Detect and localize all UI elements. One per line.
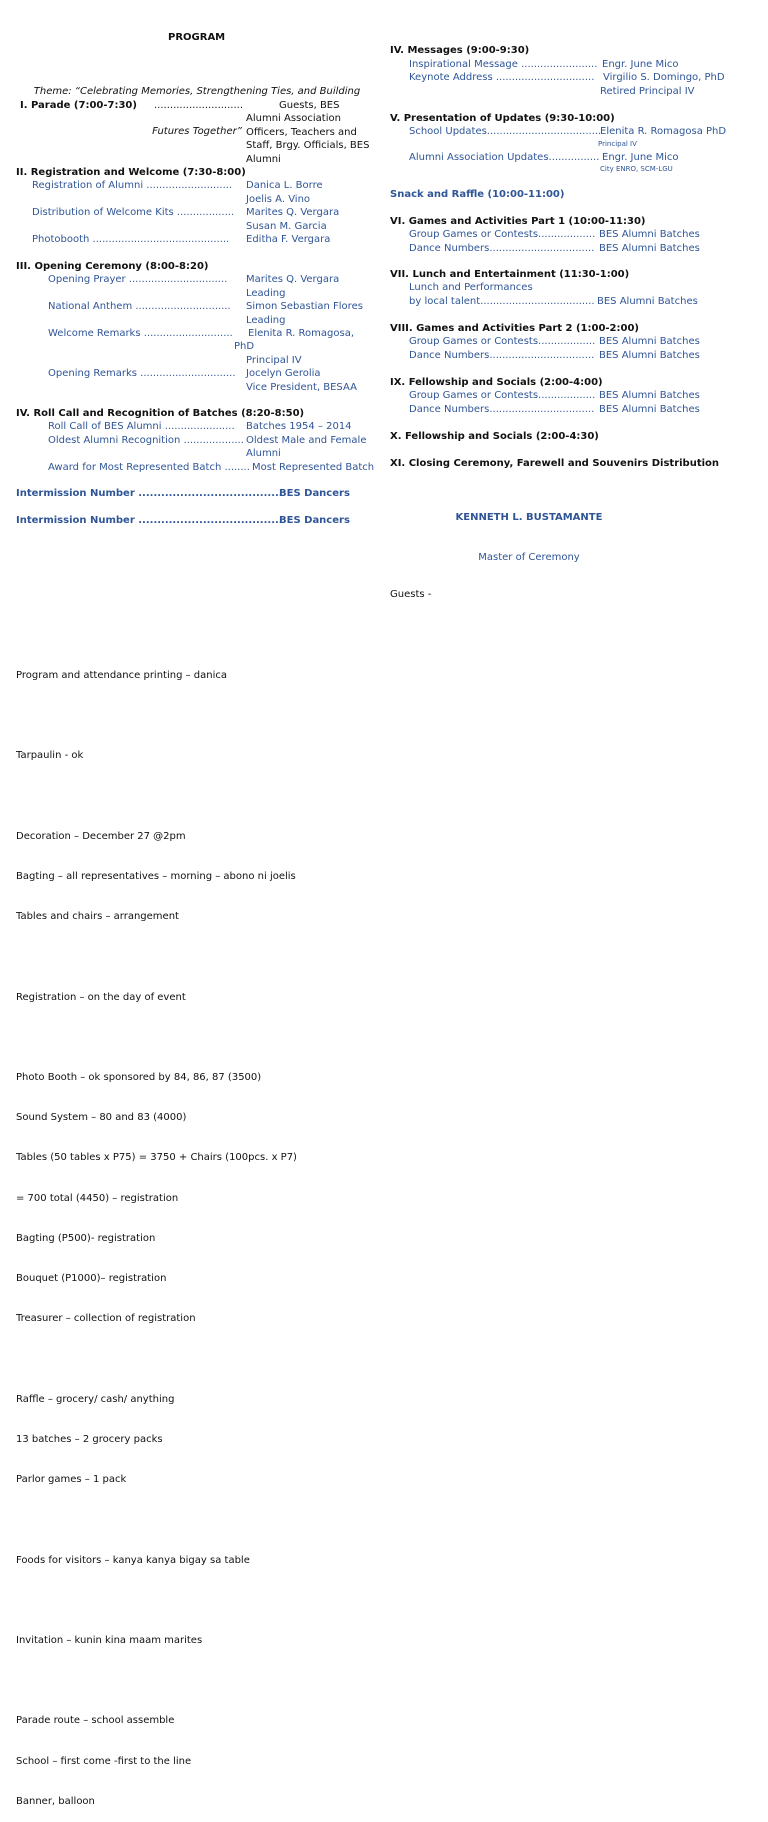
note-line [16,1352,297,1365]
note-line: Bagting (P500)- registration [16,1232,156,1244]
note-line: Tables and chairs – arrangement [16,911,179,923]
program-item-label: Group Games or Contests.................. [409,336,596,348]
program-item-value: BES Alumni Batches [599,349,700,361]
program-item-label: Award for Most Represented Batch ........ [48,461,250,473]
section-registration-heading: II. Registration and Welcome (7:30-8:00) [16,167,246,178]
program-item-subtitle: City ENRO, SCM-LGU [600,165,673,173]
program-item-value: Elenita R. Romagosa PhD [600,126,727,138]
section-fellowship2-heading: X. Fellowship and Socials (2:00-4:30) [390,431,599,442]
program-item-value: Batches 1954 – 2014 [246,421,352,433]
parade-value: Alumni Association [246,113,341,125]
note-line: Treasurer – collection of registration [16,1313,196,1325]
program-item-value: Jocelyn Gerolia [246,368,321,380]
program-item-label: Photobooth ........................................... [32,234,230,245]
program-item-label: by local talent.................................... [409,295,595,307]
note-line: Decoration – December 27 @2pm [16,830,186,842]
note-line: = 700 total (4450) – registration [16,1192,179,1204]
section-games1-heading: VI. Games and Activities Part 1 (10:00-11:30) [390,216,646,227]
section-messages-heading: IV. Messages (9:00-9:30) [390,45,530,56]
program-item-label: Alumni Association Updates................ [409,152,600,163]
mc-name: KENNETH L. BUSTAMANTE [455,511,603,523]
program-item-label: School Updates.................................... [409,126,602,138]
section-updates-heading: V. Presentation of Updates (9:30-10:00) [390,113,615,124]
program-item-label: Opening Remarks .............................. [48,368,236,380]
note-line: Tables (50 tables x P75) = 3750 + Chairs (100pcs. x P7) [16,1152,297,1164]
program-item-label: Dance Numbers................................. [409,242,595,254]
program-item-label: Lunch and Performances [409,282,533,294]
program-item-label: Registration of Alumni ........................... [32,180,233,192]
program-title: PROGRAM [168,32,226,43]
program-item-subtitle: Principal IV [598,140,637,148]
program-item-value: BES Alumni Batches [599,403,700,415]
note-line [16,789,297,802]
program-item-label: Inspirational Message ........................ [409,59,598,70]
guests-label: Guests - [390,589,432,600]
program-item-value: Engr. June Mico [602,152,679,163]
section-parade-heading: I. Parade (7:00-7:30) [20,100,137,111]
program-item-value: Most Represented Batch [252,461,375,473]
program-item-value: Engr. June Mico [602,59,679,70]
program-item-label: Keynote Address ............................... [409,72,595,84]
note-line: Tarpaulin - ok [16,750,84,762]
section-fellowship-heading: IX. Fellowship and Socials (2:00-4:00) [390,377,603,388]
leader-dots: ............................ [154,100,244,111]
intermission-value: BES Dancers [279,515,350,526]
parade-value: Staff, Brgy. Officials, BES [246,140,370,152]
intermission-value: BES Dancers [279,488,350,499]
note-line: Registration – on the day of event [16,991,186,1003]
program-item-value: Oldest Male and Female [246,434,367,446]
parade-value: Alumni [246,153,281,165]
note-line: Raffle – grocery/ cash/ anything [16,1393,175,1405]
program-item-value: BES Alumni Batches [599,242,700,254]
program-item-value: Danica L. Borre [246,180,323,192]
program-item-value: BES Alumni Batches [599,229,700,241]
section-games2-heading: VIII. Games and Activities Part 2 (1:00-2:00) [390,323,640,334]
section-closing-heading: XI. Closing Ceremony, Farewell and Souvenirs Distribution [390,458,720,469]
program-item-value: Vice President, BESAA [246,381,357,393]
note-line: Parade route – school assemble [16,1715,175,1727]
master-of-ceremony [390,484,668,578]
program-item-label: Dance Numbers................................. [409,403,595,415]
theme-line-1: Theme: “Celebrating Memories, Strengthening Ties, and Building [33,85,361,97]
program-item-label: Oldest Alumni Recognition ................... [48,434,244,446]
program-item-value: PhD [234,341,255,353]
program-item-value: BES Alumni Batches [599,336,700,348]
program-item-value: Alumni [246,448,281,460]
note-line [16,709,297,722]
note-line [16,1594,297,1607]
note-line [16,1513,297,1526]
section-opening-heading: III. Opening Ceremony (8:00-8:20) [16,261,209,272]
note-line: Sound System – 80 and 83 (4000) [16,1112,187,1124]
note-line: Photo Booth – ok sponsored by 84, 86, 87 (3500) [16,1071,262,1083]
note-line: 13 batches – 2 grocery packs [16,1433,163,1445]
note-line: Parlor games – 1 pack [16,1474,127,1486]
program-item-value: Simon Sebastian Flores [246,301,363,313]
program-item-value: Susan M. Garcia [246,220,327,232]
program-item-value: Editha F. Vergara [246,234,331,245]
program-item-value: Virgilio S. Domingo, PhD [603,72,725,84]
program-item-label: Dance Numbers................................. [409,349,595,361]
note-line [16,950,297,963]
program-item-value: Leading [246,314,286,326]
snack-raffle-heading: Snack and Raffle (10:00-11:00) [390,189,565,200]
program-item-label: Group Games or Contests.................. [409,229,596,241]
note-line: Foods for visitors – kanya kanya bigay sa table [16,1554,250,1566]
parade-value: Officers, Teachers and [246,126,357,138]
program-item-value: Marites Q. Vergara [246,207,340,219]
intermission-label: Intermission Number ...................................... [16,488,283,499]
note-line: Bagting – all representatives – morning – abono ni joelis [16,870,296,882]
program-item-label: Distribution of Welcome Kits .................. [32,207,235,219]
intermission-label: Intermission Number ...................................... [16,515,283,526]
parade-value: Guests, BES [279,100,340,111]
program-item-label: Group Games or Contests.................. [409,390,596,402]
program-item-label: Welcome Remarks ............................ [48,328,233,339]
note-line [16,1031,297,1044]
program-item-label: National Anthem .............................. [48,301,231,313]
program-item-value: Joelis A. Vino [246,193,311,205]
section-rollcall-heading: IV. Roll Call and Recognition of Batches (8:20-8:50) [16,408,305,419]
program-item-value: Retired Principal IV [600,85,695,97]
program-item-label: Roll Call of BES Alumni ...................... [48,421,235,433]
program-item-value: Leading [246,287,286,299]
note-line: School – first come -first to the line [16,1755,192,1767]
note-line [16,1674,297,1687]
theme-line-2: Futures Together” [152,126,242,138]
section-lunch-heading: VII. Lunch and Entertainment (11:30-1:00) [390,269,630,280]
mc-role: Master of Ceremony [478,552,580,564]
note-line: Program and attendance printing – danica [16,669,228,681]
program-item-value: Marites Q. Vergara [246,274,340,286]
program-item-value: BES Alumni Batches [597,295,698,307]
note-line: Invitation – kunin kina maam marites [16,1634,203,1646]
note-line: Bouquet (P1000)– registration [16,1273,167,1285]
program-item-value: BES Alumni Batches [599,390,700,402]
note-line: Banner, balloon [16,1795,95,1807]
planning-notes [16,642,297,1822]
program-item-label: Opening Prayer ............................... [48,274,228,286]
program-item-value: Principal IV [246,354,302,366]
program-item-value: Elenita R. Romagosa, [248,328,355,339]
